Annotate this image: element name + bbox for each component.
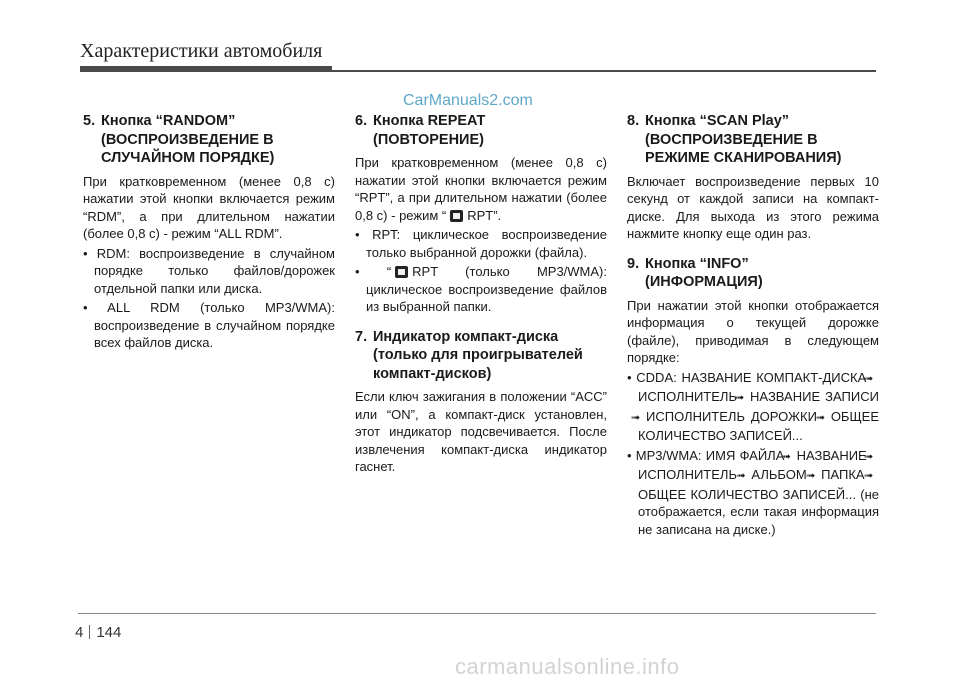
- paragraph-cd-indicator: Если ключ зажигания в положении “ACC” или “ON”, а компакт-диск установлен, этот индикатор подсвечивается. После извлечения компакт-диска индикатор гаснет.: [355, 389, 607, 474]
- paragraph-repeat: При кратковременном (менее 0,8 с) нажатии этой кнопки включается режим “RPT”, а при длительном нажатии (более 0,8 с) - режим “ RPT”.: [355, 155, 607, 223]
- heading-random: 5. Кнопка “RANDOM” (ВОСПРОИЗВЕДЕНИЕ В СЛУЧАЙНОМ ПОРЯДКЕ): [83, 113, 275, 166]
- bullet-rpt: • RPT: циклическое воспроизведение только выбранной дорожки (файла).: [355, 227, 607, 260]
- watermark-bottom: carmanualsonline.info: [455, 654, 680, 679]
- paragraph-scan: Включает воспроизведение первых 10 секунд от каждой записи на компакт-диске. Для выхода из этого режима нажмите кнопку еще один раз.: [627, 173, 879, 241]
- watermark-top: CarManuals2.com: [403, 92, 533, 109]
- footer-rule: [78, 613, 876, 614]
- bullet-cdda: • CDDA: НАЗВАНИЕ КОМПАКТ-ДИСКА ➟ИСПОЛНИТЕЛЬ ➟ НАЗВАНИЕ ЗАПИСИ ➟ ИСПОЛНИТЕЛЬ ДОРОЖКИ ➟ ОБЩЕЕ КОЛИЧЕСТВО ЗАПИСЕЙ...: [627, 369, 879, 443]
- bullet-rdm: • RDM: воспроизведение в случайном порядке только файлов/дорожек отдельной папки или диска.: [83, 245, 335, 296]
- heading-info: 9. Кнопка “INFO” (ИНФОРМАЦИЯ): [627, 255, 763, 290]
- folder-icon: [395, 266, 408, 278]
- section-number: 4: [75, 624, 84, 641]
- page-number: [75, 624, 121, 641]
- heading-scan: 8. Кнопка “SCAN Play” (ВОСПРОИЗВЕДЕНИЕ В РЕЖИМЕ СКАНИРОВАНИЯ): [627, 113, 842, 166]
- column-2: [355, 112, 607, 476]
- column-1: [83, 112, 335, 352]
- bullet-all-rdm: • ALL RDM (только MP3/WMA): воспроизведение в случайном порядке всех файлов диска.: [83, 300, 335, 350]
- heading-repeat: 6. Кнопка REPEAT (ПОВТОРЕНИЕ): [355, 113, 486, 148]
- header-rule: [80, 70, 876, 72]
- page-number-separator: [89, 625, 90, 639]
- paragraph-info: При нажатии этой кнопки отображается информация о текущей дорожке (файле), приводимая в следующем порядке:: [627, 297, 879, 365]
- page-header-title: Характеристики автомобиля: [80, 40, 323, 62]
- bullet-folder-rpt: • “ RPT (только MP3/WMA): циклическое воспроизведение файлов из выбранной папки.: [355, 264, 608, 314]
- bullet-mp3: • MP3/WMA: ИМЯ ФАЙЛА ➟ НАЗВАНИЕ ➟ИСПОЛНИТЕЛЬ ➟ АЛЬБОМ ➟ ПАПКА ➟ОБЩЕЕ КОЛИЧЕСТВО ЗАПИСЕЙ... (не отображается, если такая информация не записана на диске.): [627, 447, 879, 537]
- column-3: [627, 112, 879, 538]
- paragraph-random: При кратковременном (менее 0,8 с) нажатии этой кнопки включается режим “RDM”, а при длительном нажатии (более 0,8 с) - режим “ALL RDM”.: [83, 173, 335, 241]
- heading-cd-indicator: 7. Индикатор компакт-диска (только для проигрывателей компакт-дисков): [355, 328, 583, 382]
- folder-icon: [450, 210, 463, 222]
- page-number-value: 144: [96, 624, 122, 641]
